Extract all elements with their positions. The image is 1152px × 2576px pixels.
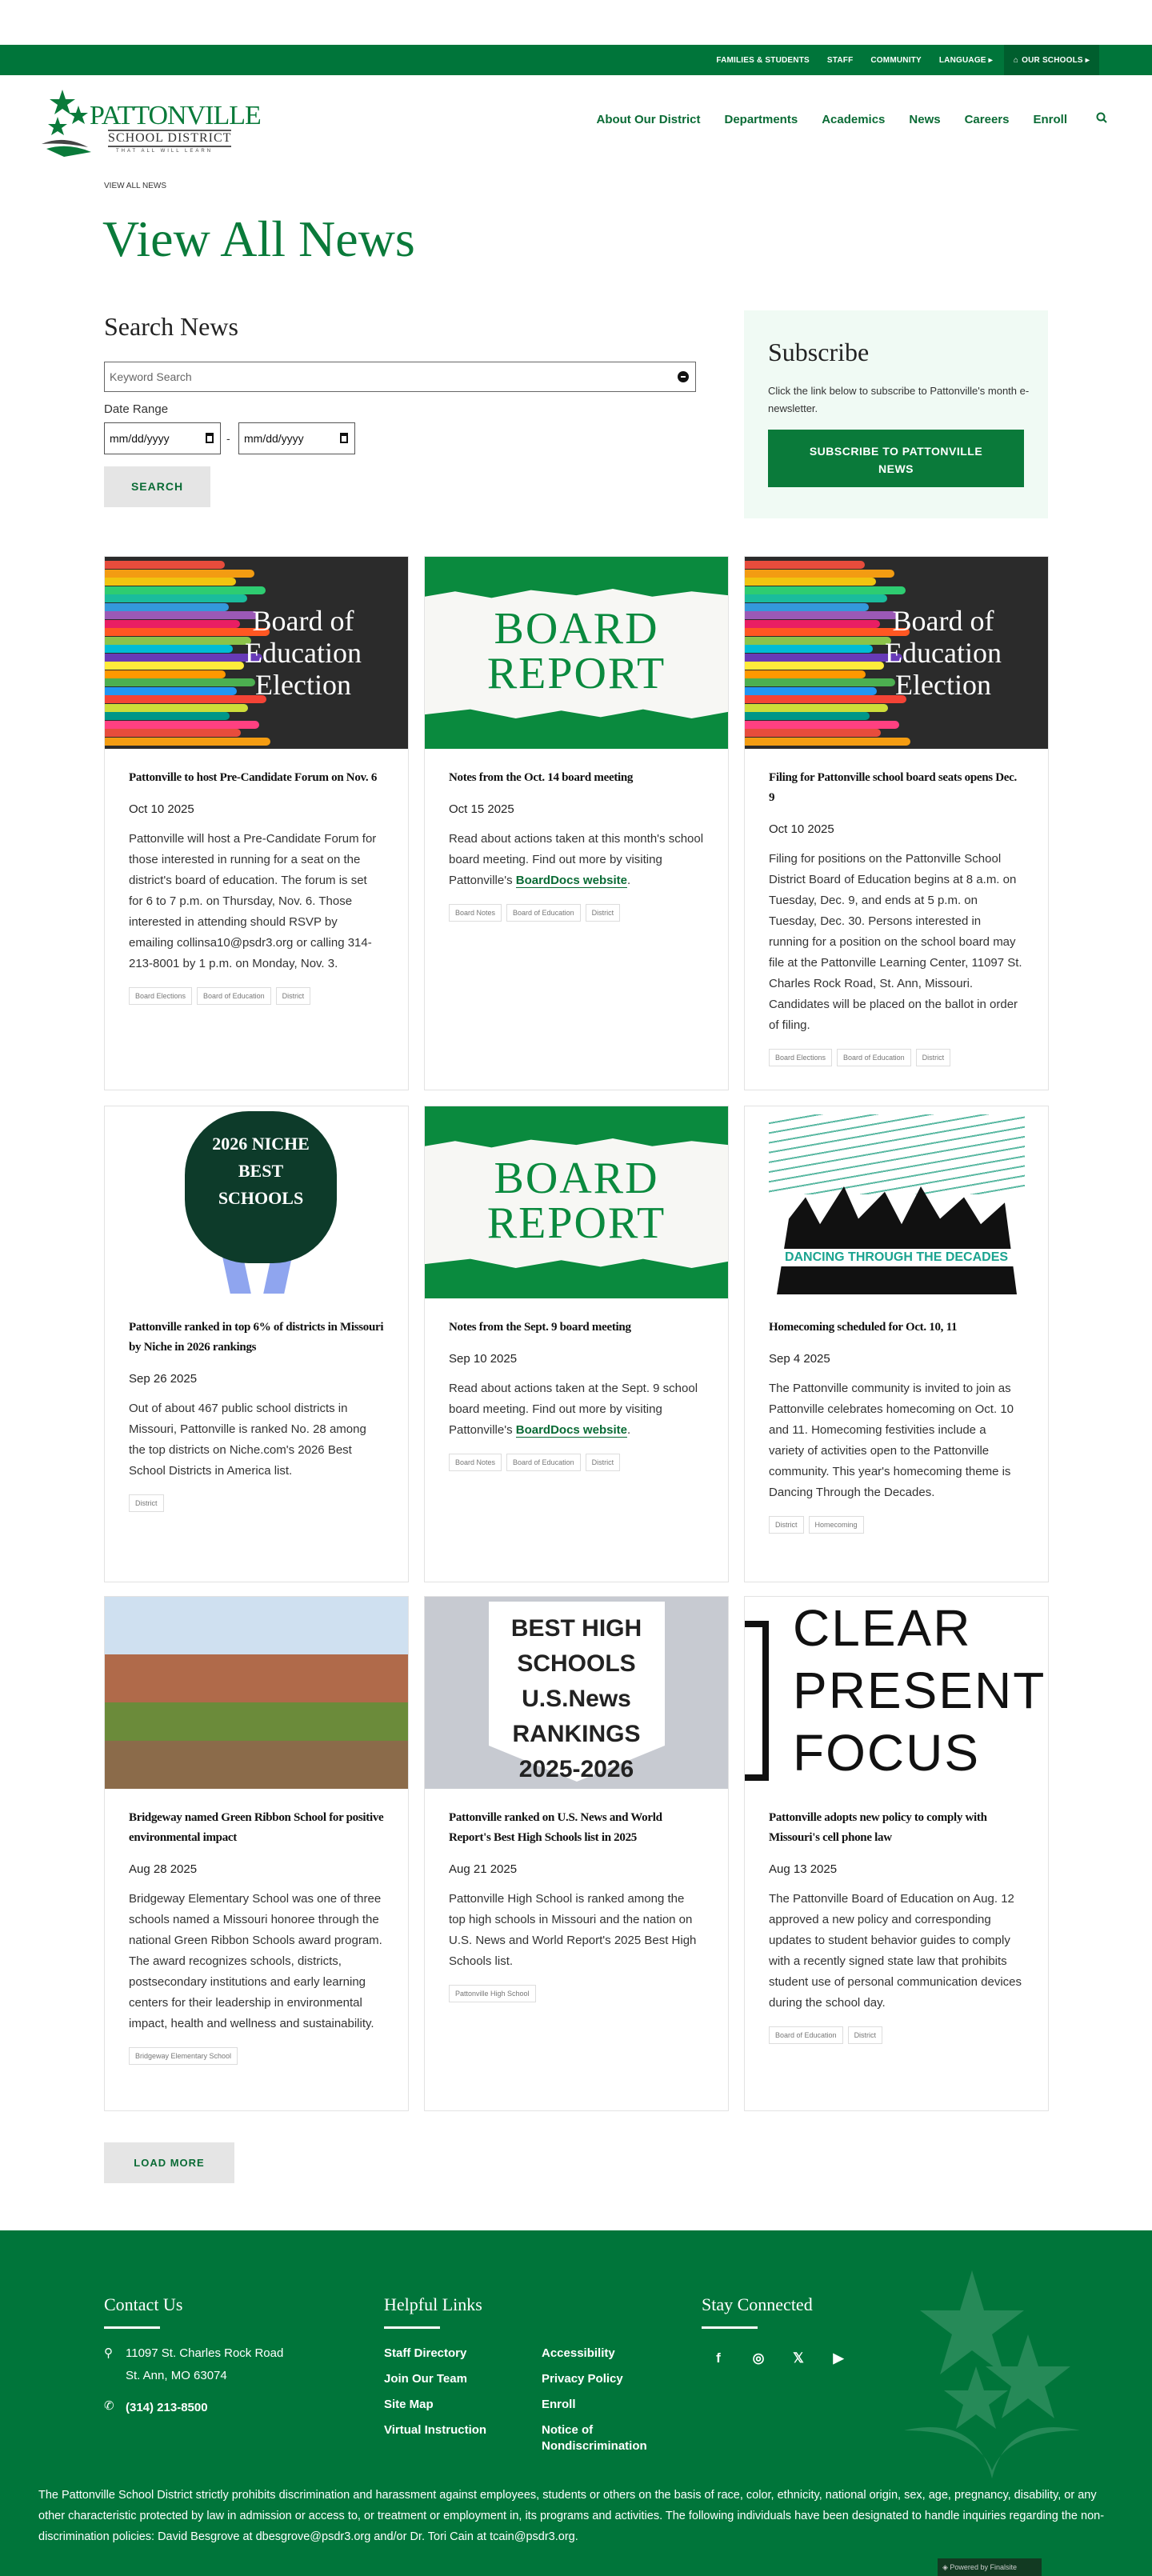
article-title[interactable]: Notes from the Sept. 9 board meeting: [449, 1321, 631, 1334]
image-caption: BOARD REPORT: [486, 604, 666, 698]
summary-text: Read about actions taken at this month's school board meeting. Find out more by visiting Pattonville's: [449, 832, 704, 887]
card-body: [745, 749, 1048, 1082]
pencil-graphic: [105, 687, 237, 695]
youtube-icon[interactable]: ▶: [833, 2350, 844, 2366]
pencil-graphic: [105, 738, 270, 746]
category-tag[interactable]: District: [586, 1454, 621, 1471]
footer: [0, 2230, 1152, 2576]
article-date: Oct 10 2025: [129, 802, 194, 816]
nav-departments[interactable]: Departments: [724, 112, 798, 126]
pencil-graphic: [745, 603, 869, 611]
our-schools-label: OUR SCHOOLS ▸: [1022, 55, 1090, 65]
breadcrumb[interactable]: VIEW ALL NEWS: [104, 182, 166, 190]
keyword-search-input[interactable]: [104, 362, 696, 392]
article-date: Oct 15 2025: [449, 802, 514, 816]
language-dropdown[interactable]: LANGUAGE ▸: [938, 55, 993, 65]
tag-list: [769, 1516, 1024, 1534]
facebook-icon[interactable]: f: [716, 2350, 721, 2366]
homecoming-image[interactable]: [745, 1106, 1048, 1298]
pencil-graphic: [105, 561, 225, 569]
article-date: Oct 10 2025: [769, 822, 834, 836]
card-body: [105, 1789, 408, 2081]
card-body: [425, 749, 728, 938]
date-separator: -: [226, 432, 230, 445]
category-tag[interactable]: District: [848, 2026, 883, 2044]
link-privacy-policy[interactable]: Privacy Policy: [542, 2372, 623, 2386]
category-tag[interactable]: District: [276, 987, 311, 1005]
image-caption: Board of Education Election: [885, 605, 1002, 701]
load-more-button[interactable]: LOAD MORE: [104, 2142, 234, 2183]
search-icon[interactable]: [1096, 112, 1107, 126]
news-card: [424, 1596, 729, 2111]
board-report-image[interactable]: [425, 557, 728, 749]
article-summary: Read about actions taken at this month's school board meeting. Find out more by visiting Pattonville's BoardDocs website.: [449, 832, 704, 887]
our-schools-button[interactable]: [1004, 45, 1099, 75]
link-accessibility[interactable]: Accessibility: [542, 2346, 615, 2360]
finalsite-icon: ◈: [942, 2563, 950, 2571]
election-image[interactable]: [745, 557, 1048, 749]
image-caption: Board of Education Election: [245, 605, 362, 701]
link-virtual-instruction[interactable]: Virtual Instruction: [384, 2423, 487, 2437]
article-date: Sep 4 2025: [769, 1352, 830, 1366]
pencil-graphic: [105, 603, 229, 611]
pencil-graphic: [105, 712, 230, 720]
summary-text: Bridgeway Elementary School was one of three schools named a Missouri honoree through the national Green Ribbon Schools award program. The award recognizes schools, districts, postsecondary institutions and early learning centers for their leadership in environmental impact, health and wellness and sustainability.: [129, 1892, 382, 2030]
pencil-graphic: [105, 570, 254, 578]
category-tag[interactable]: Board Elections: [769, 1049, 832, 1066]
card-body: [425, 1789, 728, 2018]
pencil-graphic: [105, 670, 226, 678]
pencil-graphic: [745, 704, 888, 712]
pencil-graphic: [745, 594, 887, 602]
clear-present-focus-image[interactable]: [745, 1597, 1048, 1789]
pencil-graphic: [745, 712, 870, 720]
tag-list: [449, 904, 704, 922]
powered-by-label: Powered by Finalsite: [950, 2563, 1017, 2571]
utility-link-staff[interactable]: STAFF: [826, 55, 854, 65]
phone-link[interactable]: (314) 213-8500: [126, 2401, 208, 2414]
district-logo[interactable]: [40, 86, 264, 158]
social-links: [710, 2350, 846, 2366]
article-title[interactable]: Pattonville ranked in top 6% of districts in Missouri by Niche in 2026 rankings: [129, 1321, 384, 1354]
tag-list: [129, 2047, 384, 2065]
link-enroll[interactable]: Enroll: [542, 2398, 576, 2411]
link-join-our-team[interactable]: Join Our Team: [384, 2372, 467, 2386]
election-image[interactable]: [105, 557, 408, 749]
news-card: [104, 556, 409, 1090]
tag-list: [129, 1494, 384, 1512]
card-body: [105, 1298, 408, 1528]
tag-list: [769, 1049, 1024, 1066]
pencil-graphic: [745, 729, 881, 737]
end-date-placeholder: mm/dd/yyyy: [244, 432, 304, 445]
calendar-icon[interactable]: [340, 433, 348, 443]
article-summary: Read about actions taken at the Sept. 9 school board meeting. Find out more by visiting Pattonville's BoardDocs website.: [449, 1382, 698, 1437]
logo-tagline: THAT ALL WILL LEARN: [116, 149, 214, 154]
pencil-graphic: [745, 586, 906, 594]
page-title: View All News: [102, 210, 415, 267]
image-caption: DANCING THROUGH THE DECADES: [745, 1249, 1048, 1266]
search-heading: Search News: [104, 312, 238, 341]
category-tag[interactable]: District: [129, 1494, 164, 1512]
address-line-2: St. Ann, MO 63074: [126, 2369, 227, 2382]
calendar-icon[interactable]: [206, 433, 214, 443]
utility-link-community[interactable]: COMMUNITY: [870, 55, 922, 65]
article-title[interactable]: Bridgeway named Green Ribbon School for positive environmental impact: [129, 1811, 384, 1844]
utility-bar: [0, 45, 1152, 75]
address-line-1: 11097 St. Charles Rock Road: [126, 2346, 284, 2360]
link-site-map[interactable]: Site Map: [384, 2398, 434, 2411]
search-button[interactable]: SEARCH: [104, 466, 210, 507]
summary-text: Pattonville will host a Pre-Candidate Forum for those interested in running for a seat on the district's board of education. The forum is set for 6 to 7 p.m. on Thursday, Nov. 6. Those interested in attending should RSVP by emailing collinsa10@psdr3.org or calling 314-213-8001 by 1 p.m. on Monday, Nov. 3.: [129, 832, 377, 970]
article-title[interactable]: Pattonville adopts new policy to comply with Missouri's cell phone law: [769, 1811, 987, 1844]
news-card: [104, 1106, 409, 1582]
card-body: [425, 1298, 728, 1487]
pencil-graphic: [745, 738, 910, 746]
stars-logo-icon: [40, 86, 96, 158]
main-nav: [596, 112, 1107, 126]
link-nondiscrimination[interactable]: Notice of Nondiscrimination: [542, 2423, 647, 2453]
article-title[interactable]: Pattonville ranked on U.S. News and World Report's Best High Schools list in 2025: [449, 1811, 662, 1844]
summary-text: Out of about 467 public school districts in Missouri, Pattonville is ranked No. 28 among the top districts on Niche.com's 2026 Best School Districts in America list.: [129, 1402, 366, 1478]
news-card: [744, 1106, 1049, 1582]
news-card: [424, 1106, 729, 1582]
date-range-label: Date Range: [104, 402, 169, 416]
category-tag[interactable]: Pattonville High School: [449, 1985, 536, 2002]
tag-list: [769, 2026, 1024, 2044]
nondiscrimination-statement: The Pattonville School District strictly prohibits discrimination and harassment against employees, students or others on the basis of race, color, ethnicity, national origin, sex, age, pregnancy, disability, or any other characteristic protected by law in admission or access to, or treatment or employment in, its programs and activities. The following individuals have been designated to handle inquiries regarding the non-discrimination policies: David Besgrove at dbesgrove@psdr3.org and/or Dr. Tori Cain at tcain@psdr3.org.: [38, 2489, 1105, 2543]
nav-enroll[interactable]: Enroll: [1033, 112, 1067, 126]
article-date: Sep 26 2025: [129, 1372, 198, 1386]
stars-watermark-icon: [896, 2270, 1088, 2478]
category-tag[interactable]: Board of Education: [769, 2026, 843, 2044]
start-date-input[interactable]: [104, 422, 221, 454]
summary-text: Filing for positions on the Pattonville School District Board of Education begins at 8 a.m. on Tuesday, Dec. 9, and ends at 5 p.m. on Tuesday, Dec. 30. Persons interested in running for a position on the school board may file at the Pattonville Learning Center, 11097 St. Charles Rock Road, St. Ann, Missouri. Candidates will be placed on the ballot in order of filing.: [769, 852, 1022, 1032]
news-card: [744, 556, 1049, 1090]
article-summary: [769, 849, 1024, 1036]
location-icon: ⚲: [104, 2346, 113, 2360]
news-card: [744, 1596, 1049, 2111]
x-twitter-icon[interactable]: 𝕏: [793, 2350, 804, 2366]
pencil-graphic: [745, 670, 866, 678]
category-tag[interactable]: Bridgeway Elementary School: [129, 2047, 238, 2065]
contact-heading: Contact Us: [104, 2294, 183, 2314]
subscribe-panel: [744, 310, 1048, 518]
summary-text: Pattonville High School is ranked among the top high schools in Missouri and the nation on U.S. News and World Report's 2025 Best High Schools list.: [449, 1892, 697, 1968]
garden-photo[interactable]: [105, 1597, 408, 1789]
nav-careers[interactable]: Careers: [964, 112, 1010, 126]
article-date: Aug 21 2025: [449, 1862, 518, 1876]
summary-text: The Pattonville community is invited to join as Pattonville celebrates homecoming on Oct. 10 and 11. Homecoming festivities include a variety of activities open to the Pattonville community. This year's homecoming theme is Dancing Through the Decades.: [769, 1382, 1014, 1499]
article-summary: [449, 1889, 704, 1972]
summary-text: Read about actions taken at the Sept. 9 school board meeting. Find out more by visiting Pattonville's: [449, 1382, 698, 1437]
card-body: [745, 1298, 1048, 1550]
boarddocs-link[interactable]: BoardDocs website: [515, 874, 627, 887]
phone-icon: ✆: [104, 2399, 114, 2413]
logo-subtitle: SCHOOL DISTRICT: [108, 130, 231, 147]
stay-connected-heading: Stay Connected: [702, 2294, 813, 2314]
boarddocs-link[interactable]: BoardDocs website: [515, 1423, 627, 1437]
nav-academics[interactable]: Academics: [822, 112, 886, 126]
article-title[interactable]: Homecoming scheduled for Oct. 10, 11: [769, 1321, 958, 1334]
nav-about[interactable]: About Our District: [596, 112, 701, 126]
nav-news[interactable]: News: [909, 112, 941, 126]
start-date-placeholder: mm/dd/yyyy: [110, 432, 170, 445]
subscribe-text: Click the link below to subscribe to Pattonville's month e-newsletter.: [768, 385, 1030, 414]
pencil-graphic: [745, 561, 865, 569]
subscribe-heading: Subscribe: [768, 338, 870, 366]
article-summary: [769, 1378, 1024, 1503]
category-tag[interactable]: Board of Education: [506, 904, 581, 922]
category-tag[interactable]: Board of Education: [197, 987, 271, 1005]
pencil-graphic: [745, 645, 873, 653]
pencil-graphic: [745, 570, 894, 578]
pencil-graphic: [105, 594, 247, 602]
clear-icon[interactable]: [678, 371, 689, 382]
pencil-graphic: [105, 645, 233, 653]
category-tag[interactable]: District: [586, 904, 621, 922]
keyword-placeholder: Keyword Search: [110, 370, 192, 383]
instagram-icon[interactable]: ◎: [752, 2350, 765, 2366]
category-tag[interactable]: Board of Education: [506, 1454, 581, 1471]
subscribe-button[interactable]: SUBSCRIBE TO PATTONVILLE NEWS: [768, 430, 1024, 487]
pencil-graphic: [745, 721, 899, 729]
music-staff-graphic: [769, 1114, 1025, 1194]
image-caption: 2026 NICHE BEST SCHOOLS: [212, 1134, 310, 1208]
article-date: Sep 10 2025: [449, 1352, 518, 1366]
article-summary: [129, 1889, 384, 2034]
category-tag[interactable]: Homecoming: [809, 1516, 864, 1534]
image-caption: BEST HIGH SCHOOLS U.S.News RANKINGS 2025-2026: [510, 1615, 642, 1782]
article-summary: [129, 829, 384, 974]
pencil-graphic: [745, 687, 877, 695]
phone-graphic: [745, 1621, 769, 1781]
news-card: [104, 1596, 409, 2111]
article-date: Aug 28 2025: [129, 1862, 198, 1876]
article-date: Aug 13 2025: [769, 1862, 838, 1876]
category-tag[interactable]: Board Notes: [449, 904, 502, 922]
utility-nav: [716, 45, 1099, 75]
dancers-silhouette: [777, 1186, 1017, 1294]
category-tag[interactable]: Board Notes: [449, 1454, 502, 1471]
end-date-input[interactable]: [238, 422, 355, 454]
tag-list: [129, 987, 384, 1005]
summary-text: The Pattonville Board of Education on Aug. 12 approved a new policy and corresponding updates to student behavior guides to comply with a recently signed state law that prohibits student use of personal communication devices during the school day.: [769, 1892, 1022, 2010]
image-caption: BOARD REPORT: [486, 1154, 666, 1248]
powered-by-finalsite[interactable]: [938, 2558, 1042, 2576]
us-news-badge-image[interactable]: [425, 1597, 728, 1789]
logo-name: PATTONVILLE: [90, 101, 261, 130]
link-staff-directory[interactable]: Staff Directory: [384, 2346, 467, 2360]
pencil-graphic: [105, 729, 241, 737]
tag-list: [449, 1985, 704, 2002]
article-title[interactable]: Notes from the Oct. 14 board meeting: [449, 771, 634, 784]
category-tag[interactable]: District: [769, 1516, 804, 1534]
article-summary: [769, 1889, 1024, 2014]
category-tag[interactable]: District: [916, 1049, 951, 1066]
pencil-graphic: [105, 586, 266, 594]
pencil-graphic: [105, 704, 248, 712]
pencil-graphic: [745, 578, 876, 586]
niche-badge-image[interactable]: [105, 1106, 408, 1298]
pencil-graphic: [105, 578, 236, 586]
card-body: [105, 749, 408, 1021]
tag-list: [449, 1454, 704, 1471]
school-icon: ⌂: [1013, 55, 1019, 65]
utility-link-families[interactable]: FAMILIES & STUDENTS: [716, 55, 810, 65]
category-tag[interactable]: Board of Education: [837, 1049, 911, 1066]
category-tag[interactable]: Board Elections: [129, 987, 192, 1005]
article-title[interactable]: Filing for Pattonville school board seats opens Dec. 9: [769, 771, 1017, 804]
pencil-graphic: [105, 721, 259, 729]
board-report-image[interactable]: [425, 1106, 728, 1298]
card-body: [745, 1789, 1048, 2060]
article-title[interactable]: Pattonville to host Pre-Candidate Forum on Nov. 6: [129, 771, 378, 784]
image-caption: CLEAR PRESENT FOCUS: [793, 1599, 1046, 1782]
news-card: [424, 556, 729, 1090]
helpful-links-heading: Helpful Links: [384, 2294, 482, 2314]
article-summary: [129, 1398, 384, 1482]
